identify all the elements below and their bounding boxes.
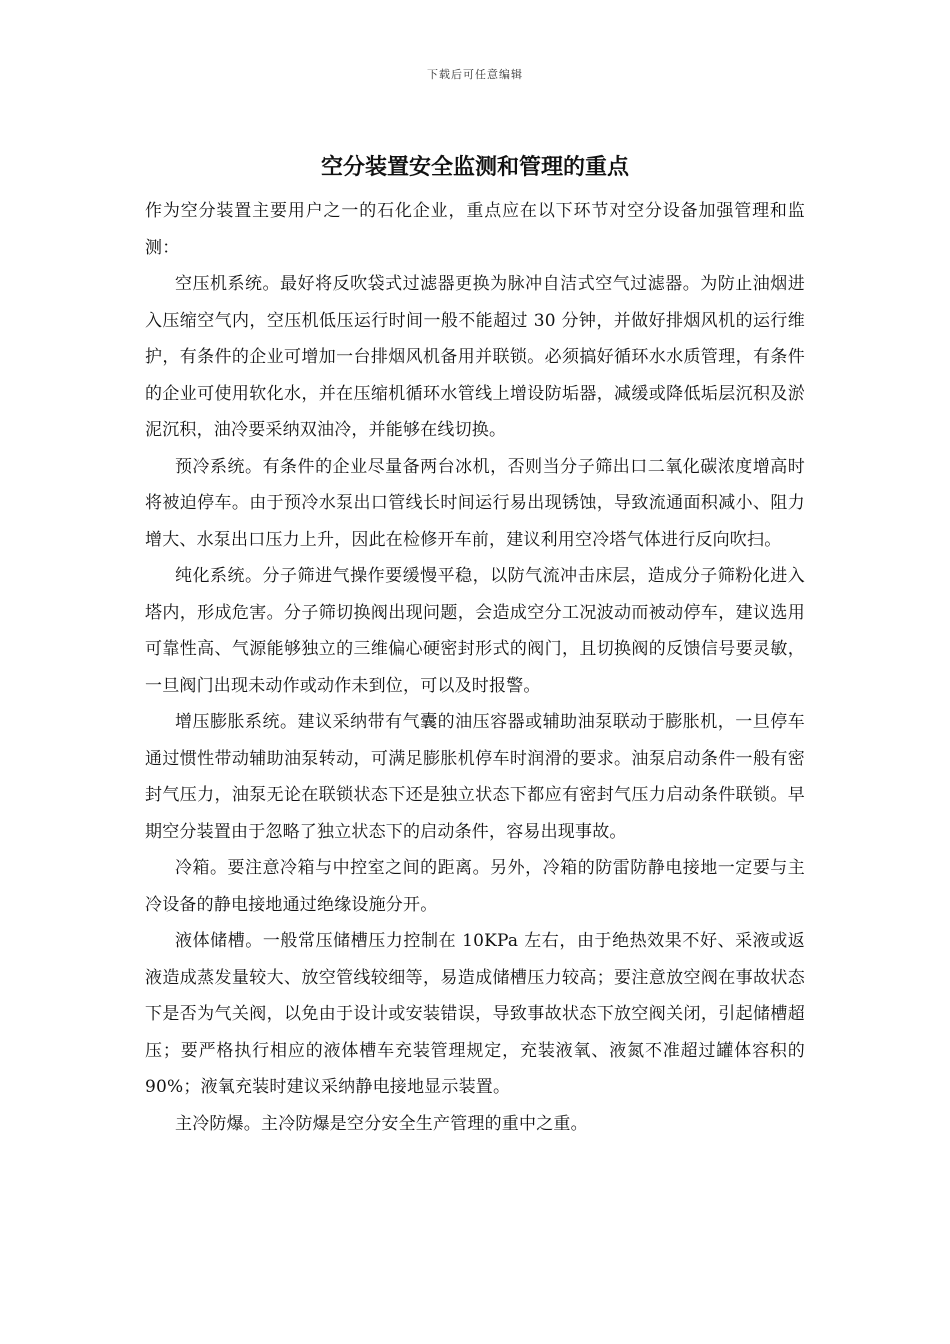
intro-paragraph: 作为空分装置主要用户之一的石化企业，重点应在以下环节对空分设备加强管理和监测： [145, 201, 805, 258]
paragraph-precooling: 预冷系统。有条件的企业尽量备两台冰机，否则当分子筛出口二氧化碳浓度增高时将被迫停车。由于预冷水泵出口管线长时间运行易出现锈蚀，导致流通面积减小、阻力增大、水泵出口压力上升，因此在检修开车前，建议利用空冷塔气体进行反向吹扫。 [145, 456, 805, 550]
paragraph-booster-expander: 增压膨胀系统。建议采纳带有气囊的油压容器或辅助油泵联动于膨胀机，一旦停车通过惯性带动辅助油泵转动，可满足膨胀机停车时润滑的要求。油泵启动条件一般有密封气压力，油泵无论在联锁状态下还是独立状态下都应有密封气压力启动条件联锁。早期空分装置由于忽略了独立状态下的启动条件，容易出现事故。 [145, 712, 805, 842]
document-title: 空分装置安全监测和管理的重点 [320, 155, 629, 180]
paragraph-main-condenser: 主冷防爆。主冷防爆是空分安全生产管理的重中之重。 [175, 1113, 588, 1134]
paragraph-air-compressor: 空压机系统。最好将反吹袋式过滤器更换为脉冲自洁式空气过滤器。为防止油烟进入压缩空气内，空压机低压运行时间一般不能超过 30 分钟，并做好排烟风机的运行维护，有条件的企业可增加一台排烟风机备用并联锁。必须搞好循环水水质管理，有条件的企业可使用软化水，并在压缩机循环水管线上增设防垢器，减缓或降低垢层沉积及淤泥沉积，油冷要采纳双油冷，并能够在线切换。 [145, 274, 805, 440]
document-body [145, 193, 805, 1142]
paragraph-purification: 纯化系统。分子筛进气操作要缓慢平稳，以防气流冲击床层，造成分子筛粉化进入塔内，形成危害。分子筛切换阀出现问题，会造成空分工况波动而被动停车，建议选用可靠性高、气源能够独立的三维偏心硬密封形式的阀门，且切换阀的反馈信号要灵敏，一旦阀门出现未动作或动作未到位，可以及时报警。 [145, 566, 805, 696]
paragraph-cold-box: 冷箱。要注意冷箱与中控室之间的距离。另外，冷箱的防雷防静电接地一定要与主冷设备的静电接地通过绝缘设施分开。 [145, 858, 805, 915]
header-note: 下载后可任意编辑 [427, 68, 523, 81]
paragraph-liquid-storage: 液体储槽。一般常压储槽压力控制在 10KPa 左右，由于绝热效果不好、采液或返液造成蒸发量较大、放空管线较细等，易造成储槽压力较高；要注意放空阀在事故状态下是否为气关阀，以免由于设计或安装错误，导致事故状态下放空阀关闭，引起储槽超压；要严格执行相应的液体槽车充装管理规定，充装液氧、液氮不准超过罐体容积的 90%；液氧充装时建议采纳静电接地显示装置。 [145, 931, 805, 1097]
